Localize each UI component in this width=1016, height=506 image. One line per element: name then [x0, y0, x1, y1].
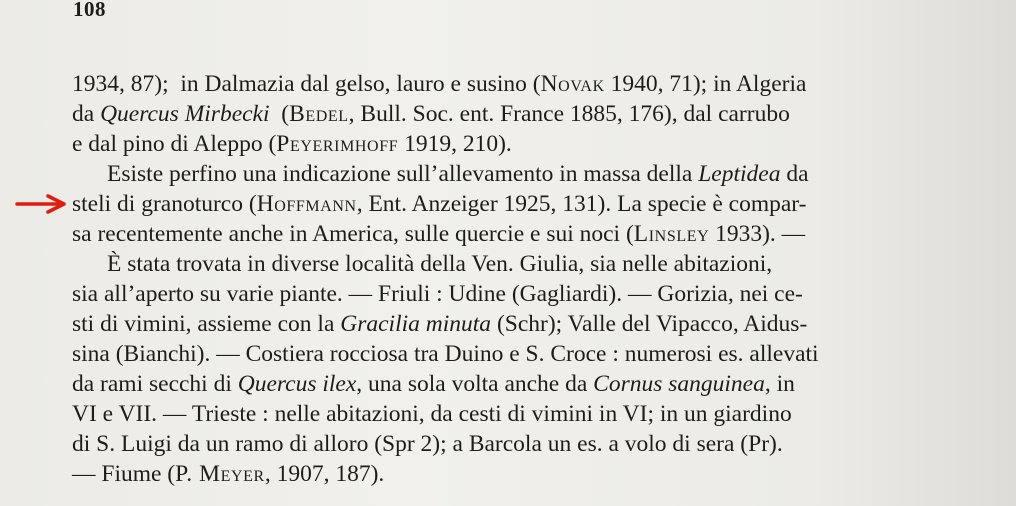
text-run: Novak: [540, 71, 605, 97]
text-run: P. Meyer: [175, 461, 265, 487]
text-line: [72, 369, 795, 399]
text-run: — Fiume (: [72, 461, 176, 487]
text-line: [107, 159, 809, 189]
text-line: [72, 219, 805, 249]
page-number: 108: [73, 0, 106, 21]
text-run: sti di vimini, assieme con la: [72, 311, 341, 337]
text-run: 1940, 71); in Algeria: [604, 71, 807, 97]
text-run: Gracilia minuta: [340, 311, 492, 337]
text-line: [72, 99, 790, 129]
text-line: [72, 129, 512, 159]
text-run: Bedel: [289, 101, 349, 127]
text-line: [72, 279, 803, 309]
text-run: Quercus Mirbecki: [100, 101, 270, 127]
text-run: steli di granoturco (: [72, 191, 257, 217]
text-run: Cornus sanguinea: [593, 371, 765, 397]
text-run: da: [72, 101, 101, 127]
text-run: È stata trovata in diverse località della Ven. Giulia, sia nelle abitazioni,: [107, 251, 773, 277]
text-run: Quercus ilex: [237, 371, 357, 397]
text-run: Linsley: [633, 221, 710, 247]
text-run: 1934, 87); in Dalmazia dal gelso, lauro e susino (: [72, 71, 541, 97]
text-run: , Bull. Soc. ent. France 1885, 176), dal carrubo: [348, 101, 790, 127]
text-run: Leptidea: [698, 161, 781, 187]
text-run: , Ent. Anzeiger 1925, 131). La specie è compar-: [356, 191, 807, 217]
text-line: [72, 339, 819, 369]
text-run: , una sola volta anche da: [356, 371, 594, 397]
text-line: [107, 249, 772, 279]
red-arrow-icon: [14, 194, 70, 214]
text-run: 1919, 210).: [398, 131, 512, 157]
text-line: [72, 189, 807, 219]
text-line: [72, 309, 807, 339]
text-run: da: [780, 161, 809, 187]
text-run: 1933). —: [709, 221, 806, 247]
text-run: e dal pino di Aleppo (: [72, 131, 277, 157]
text-run: VI e VII. — Trieste : nelle abitazioni, da cesti di vimini in VI; in un giardino: [72, 401, 792, 427]
text-run: Peyerimhoff: [276, 131, 399, 157]
text-run: sa recentemente anche in America, sulle quercie e sui noci (: [72, 221, 634, 247]
text-run: (Schr); Valle del Vipacco, Aidus-: [491, 311, 808, 337]
text-run: (: [269, 101, 290, 127]
text-run: , 1907, 187).: [264, 461, 385, 487]
text-run: sia all’aperto su varie piante. — Friuli : Udine (Gagliardi). — Gorizia, nei ce-: [72, 281, 803, 307]
text-run: da rami secchi di: [72, 371, 238, 397]
text-line: [72, 399, 792, 429]
text-line: [72, 429, 783, 459]
text-run: sina (Bianchi). — Costiera rocciosa tra Duino e S. Croce : numerosi es. allevati: [72, 341, 819, 367]
text-line: [72, 69, 806, 99]
text-run: Esiste perfino una indicazione sull’allevamento in massa della: [107, 161, 699, 187]
text-run: Hoffmann: [256, 191, 357, 217]
text-run: di S. Luigi da un ramo di alloro (Spr 2); a Barcola un es. a volo di sera (Pr).: [72, 431, 783, 457]
text-line: [72, 459, 384, 489]
text-run: , in: [764, 371, 795, 397]
